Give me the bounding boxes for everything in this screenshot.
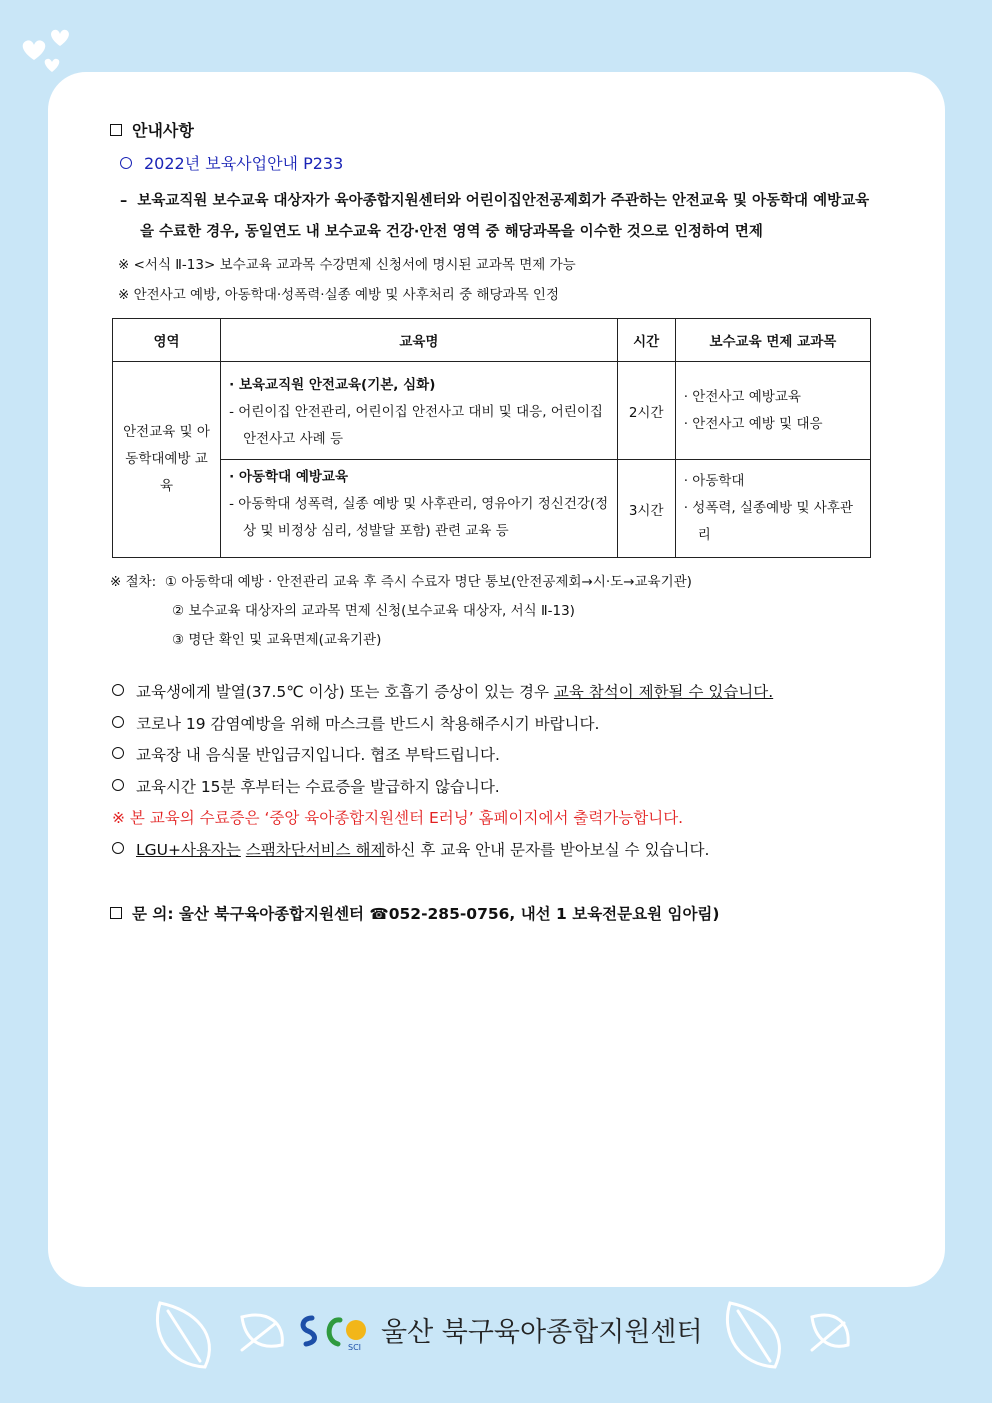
time-cell: 3시간 (617, 460, 675, 558)
table-row (113, 362, 871, 460)
circle-bullet-icon (112, 684, 124, 696)
org-logo (298, 1310, 372, 1352)
circle-bullet-icon (112, 747, 124, 759)
procedure-step: ※ 절차: ① 아동학대 예방 · 안전관리 교육 후 즉시 수료자 명단 통보(안전공제회→시·도→교육기관) (110, 574, 692, 590)
subjects-cell: · 아동학대 · 성폭력, 실종예방 및 사후관리 (675, 460, 870, 558)
header-course: 교육명 (221, 319, 618, 362)
square-bullet-icon (110, 124, 122, 136)
circle-bullet-icon (112, 716, 124, 728)
inquiry: 문 의: 울산 북구육아종합지원센터 ☎052-285-0756, 내선 1 보육전문요원 임아림) (110, 902, 880, 924)
note-form: ※ <서식 Ⅱ-13> 보수교육 교과목 수강면제 신청서에 명시된 교과목 면제 가능 (118, 257, 576, 273)
course-cell: · 아동학대 예방교육 - 아동학대 성폭력, 실종 예방 및 사후관리, 영유아기 정신건강(정상 및 비정상 심리, 성발달 포함) 관련 교육 등 (221, 460, 618, 558)
area-cell: 안전교육 및 아동학대예방 교육 (113, 362, 221, 558)
note-subjects: ※ 안전사고 예방, 아동학대·성폭력·실종 예방 및 사후처리 중 해당과목 인정 (118, 287, 559, 303)
procedure-section (110, 568, 880, 655)
bullet-certificate: ※ 본 교육의 수료증은 ‘중앙 육아종합지원센터 E러닝’ 홈페이지에서 출력가능합니다. (112, 809, 684, 827)
circle-bullet-icon (120, 157, 132, 169)
procedure-step: ③ 명단 확인 및 교육면제(교육기관) (172, 632, 382, 648)
header-time: 시간 (617, 319, 675, 362)
bullet-fever: 교육생에게 발열(37.5℃ 이상) 또는 호흡기 증상이 있는 경우 교육 참석이 제한될 수 있습니다. (110, 677, 880, 709)
bullet-spam: LGU+사용자는 스팸차단서비스 해제하신 후 교육 안내 문자를 받아보실 수 있습니다. (110, 835, 880, 867)
bullet-late: 교육시간 15분 후부터는 수료증을 발급하지 않습니다. (110, 772, 880, 804)
exemption-table (112, 318, 871, 558)
subjects-cell: · 안전사고 예방교육 · 안전사고 예방 및 대응 (675, 362, 870, 460)
document-body (110, 118, 880, 924)
procedure-step: ② 보수교육 대상자의 교과목 면제 신청(보수교육 대상자, 서식 Ⅱ-13) (172, 603, 575, 619)
table-header-row (113, 319, 871, 362)
circle-bullet-icon (112, 842, 124, 854)
course-cell: · 보육교직원 안전교육(기본, 심화) - 어린이집 안전관리, 어린이집 안전사고 대비 및 대응, 어린이집 안전사고 사례 등 (221, 362, 618, 460)
header-subjects: 보수교육 면제 교과목 (675, 319, 870, 362)
notice-subheading: 2022년 보육사업안내 P233 (120, 151, 880, 174)
time-cell: 2시간 (617, 362, 675, 460)
bullet-mask: 코로나 19 감염예방을 위해 마스크를 반드시 착용해주시기 바랍니다. (110, 709, 880, 741)
circle-bullet-icon (112, 779, 124, 791)
bullet-food: 교육장 내 음식물 반입금지입니다. 협조 부탁드립니다. (110, 740, 880, 772)
header-area: 영역 (113, 319, 221, 362)
square-bullet-icon (110, 907, 122, 919)
table-row (113, 460, 871, 558)
org-name: 울산 북구육아종합지원센터 (381, 1317, 703, 1348)
logo-text: SCI (348, 1343, 362, 1352)
hearts-decoration (14, 20, 84, 76)
notice-heading: 안내사항 (110, 118, 880, 141)
exemption-description: – 보육교직원 보수교육 대상자가 육아종합지원센터와 어린이집안전공제회가 주관하는 안전교육 및 아동학대 예방교육을 수료한 경우, 동일연도 내 보수교육 건강·안전 영역 중 해당과목을 이수한 것으로 인정하여 면제 (120, 193, 870, 240)
